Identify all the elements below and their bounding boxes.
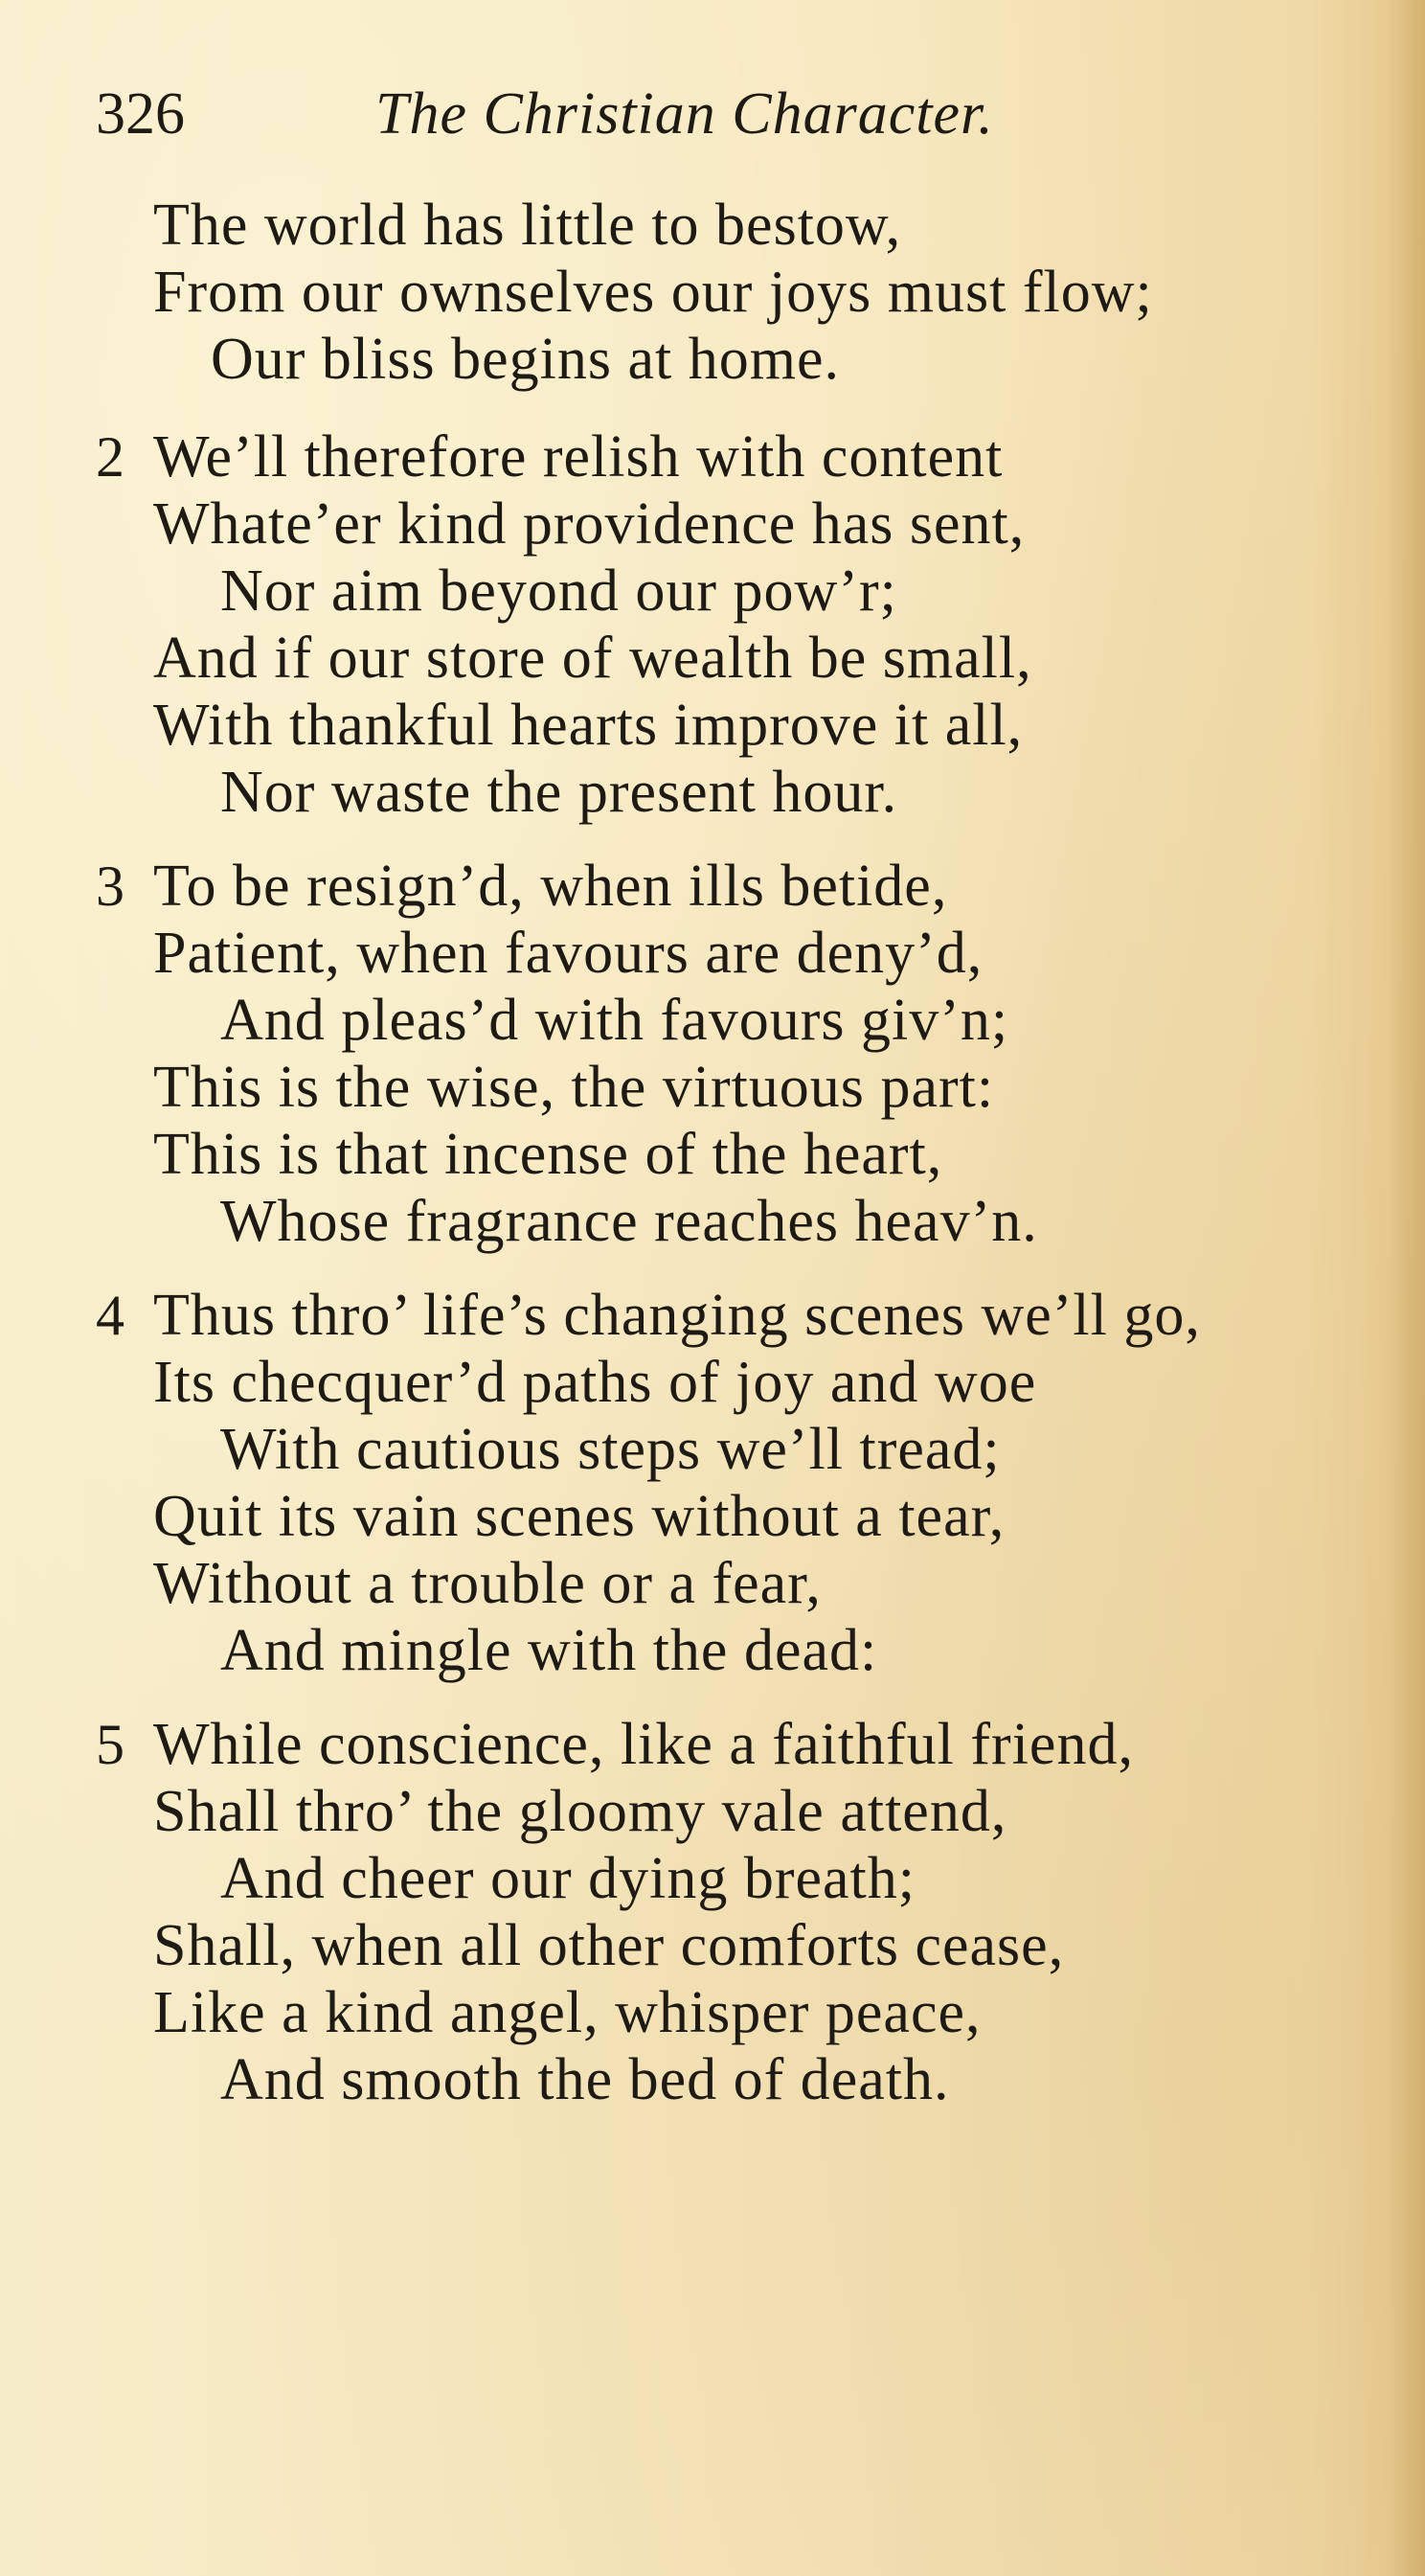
poem-line: To be resign’d, when ills betide, <box>153 854 948 919</box>
poem-line: Patient, when favours are deny’d, <box>153 921 984 986</box>
stanza-number: 4 <box>96 1284 124 1347</box>
poem-line: Our bliss begins at home. <box>211 327 840 392</box>
poem-line: And cheer our dying breath; <box>220 1846 916 1911</box>
poem-line: With cautious steps we’ll tread; <box>220 1417 1001 1482</box>
poem-line: And if our store of wealth be small, <box>153 626 1032 691</box>
stanza-number: 3 <box>96 855 124 918</box>
page-number: 326 <box>96 81 185 147</box>
poem-line: While conscience, like a faithful friend, <box>153 1712 1134 1777</box>
page-edge-shadow <box>1387 0 1425 2576</box>
poem-line: Whose fragrance reaches heav’n. <box>220 1189 1038 1254</box>
poem-line: Its checquer’d paths of joy and woe <box>153 1350 1037 1415</box>
stanza-number: 2 <box>96 425 124 489</box>
poem-line: From our ownselves our joys must flow; <box>153 260 1153 325</box>
poem-line: Quit its vain scenes without a tear, <box>153 1484 1006 1549</box>
poem-line: Like a kind angel, whisper peace, <box>153 1980 982 2045</box>
poem-line: This is that incense of the heart, <box>153 1122 943 1187</box>
poem-line: And mingle with the dead: <box>220 1618 878 1683</box>
running-title: The Christian Character. <box>375 81 994 147</box>
poem-line: And smooth the bed of death. <box>220 2047 950 2112</box>
poem-line: The world has little to bestow, <box>153 193 902 258</box>
poem-line: Shall, when all other comforts cease, <box>153 1913 1065 1978</box>
poem-line: With thankful hearts improve it all, <box>153 693 1024 758</box>
poem-line: Without a trouble or a fear, <box>153 1551 822 1616</box>
stanza-number: 5 <box>96 1713 124 1776</box>
poem-line: This is the wise, the virtuous part: <box>153 1055 995 1120</box>
poem-line: Nor waste the present hour. <box>220 760 898 825</box>
page-header <box>96 80 1293 148</box>
poem-line: Whate’er kind providence has sent, <box>153 491 1026 557</box>
poem-line: And pleas’d with favours giv’n; <box>220 988 1009 1053</box>
poem-line: Nor aim beyond our pow’r; <box>220 559 897 624</box>
poem-line: We’ll therefore relish with content <box>153 424 1004 490</box>
poem-line: Shall thro’ the gloomy vale attend, <box>153 1779 1007 1844</box>
poem-line: Thus thro’ life’s changing scenes we’ll go, <box>153 1283 1201 1348</box>
